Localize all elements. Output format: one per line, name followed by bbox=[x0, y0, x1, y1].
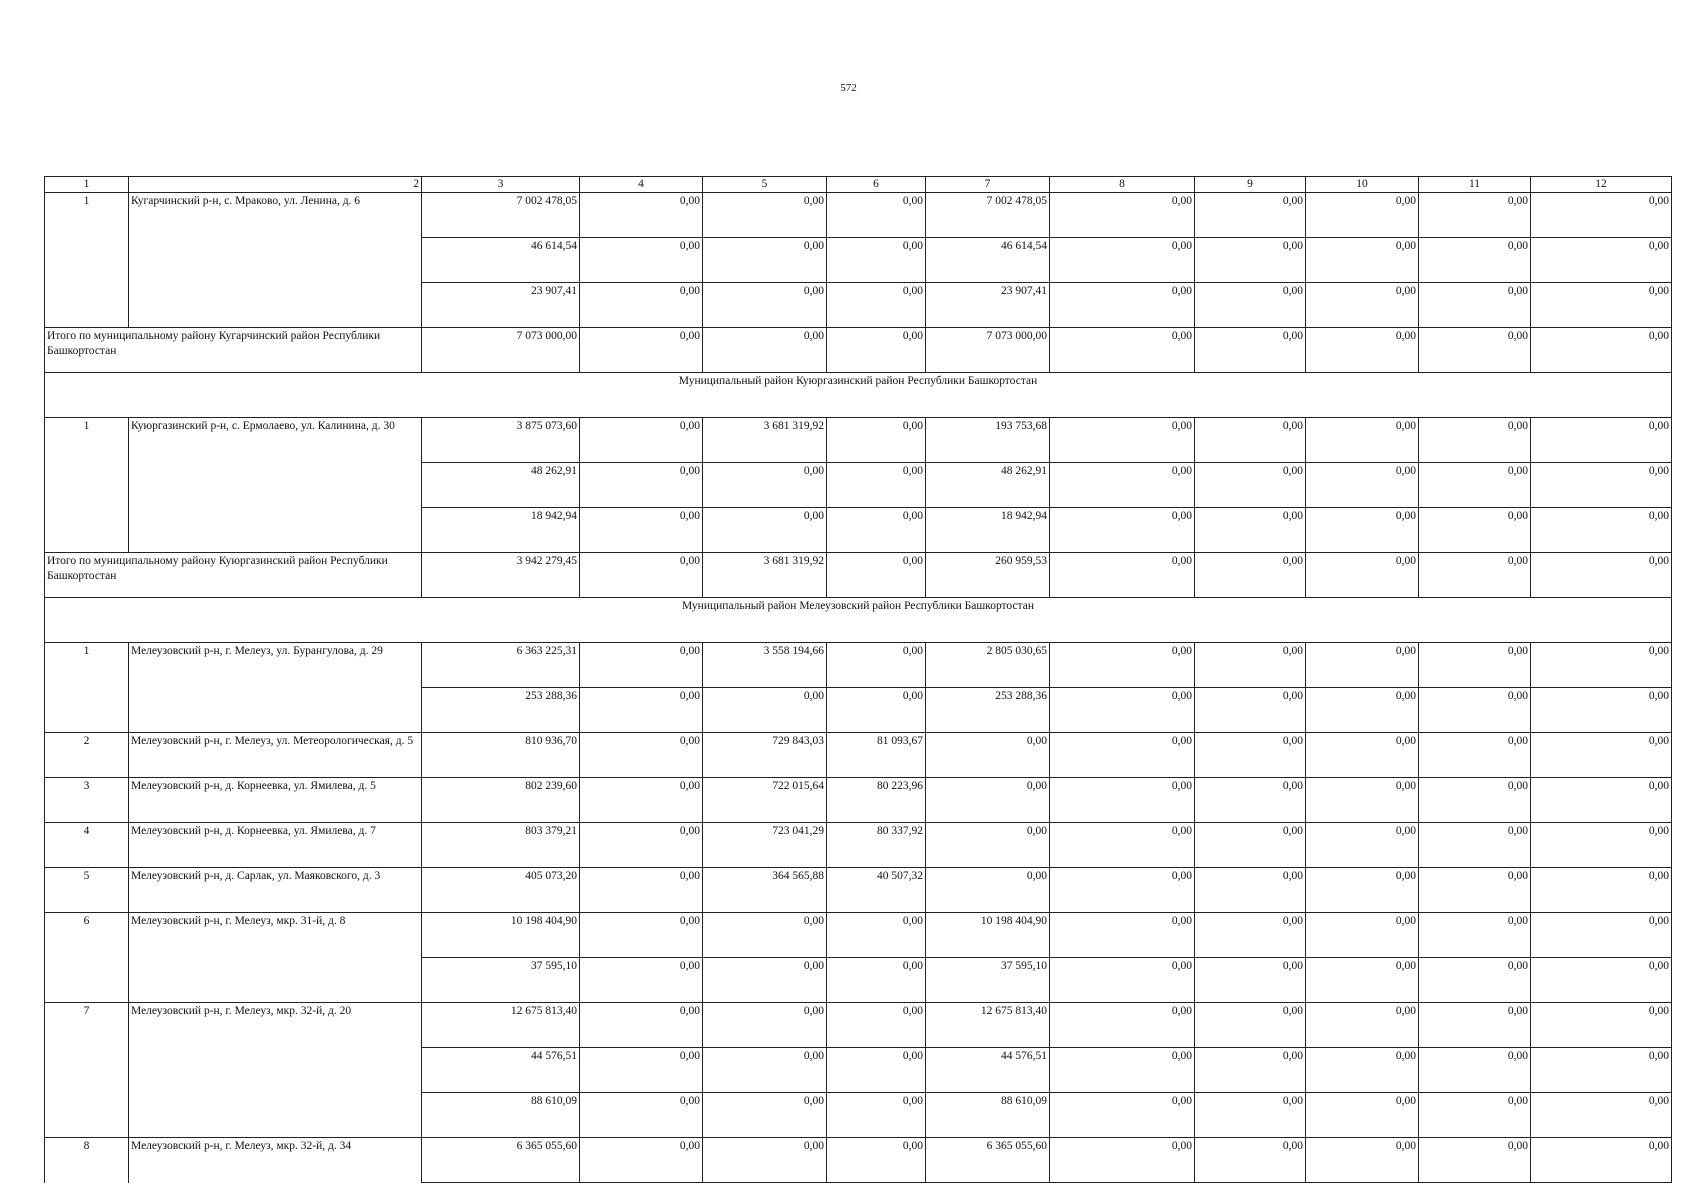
value-cell: 3 942 279,45 bbox=[422, 553, 580, 598]
value-cell: 0,00 bbox=[827, 283, 926, 328]
value-cell: 0,00 bbox=[926, 868, 1050, 913]
value-cell: 0,00 bbox=[1419, 193, 1531, 238]
value-cell: 6 365 055,60 bbox=[422, 1138, 580, 1183]
value-cell: 0,00 bbox=[1050, 1138, 1195, 1183]
value-cell: 7 002 478,05 bbox=[926, 193, 1050, 238]
value-cell: 0,00 bbox=[827, 328, 926, 373]
value-cell: 0,00 bbox=[1531, 238, 1672, 283]
value-cell: 0,00 bbox=[703, 1093, 827, 1138]
value-cell: 0,00 bbox=[1306, 418, 1419, 463]
value-cell: 723 041,29 bbox=[703, 823, 827, 868]
value-cell: 0,00 bbox=[580, 193, 703, 238]
value-cell: 810 936,70 bbox=[422, 733, 580, 778]
value-cell: 10 198 404,90 bbox=[422, 913, 580, 958]
value-cell: 0,00 bbox=[1531, 688, 1672, 733]
value-cell: 0,00 bbox=[827, 418, 926, 463]
object-address: Куюргазинский р-н, с. Ермолаево, ул. Калинина, д. 30 bbox=[129, 418, 422, 553]
value-cell: 88 610,09 bbox=[422, 1093, 580, 1138]
value-cell: 0,00 bbox=[1306, 733, 1419, 778]
value-cell: 0,00 bbox=[1419, 328, 1531, 373]
value-cell: 0,00 bbox=[827, 238, 926, 283]
value-cell: 193 753,68 bbox=[926, 418, 1050, 463]
value-cell: 0,00 bbox=[1050, 283, 1195, 328]
value-cell: 0,00 bbox=[1195, 778, 1306, 823]
table-row bbox=[45, 733, 1672, 778]
value-cell: 0,00 bbox=[1306, 823, 1419, 868]
value-cell: 0,00 bbox=[1050, 418, 1195, 463]
object-address: Мелеузовский р-н, д. Корнеевка, ул. Ямилева, д. 5 bbox=[129, 778, 422, 823]
value-cell: 0,00 bbox=[1306, 1003, 1419, 1048]
value-cell: 0,00 bbox=[1419, 688, 1531, 733]
value-cell: 0,00 bbox=[1531, 1093, 1672, 1138]
value-cell: 46 614,54 bbox=[926, 238, 1050, 283]
value-cell: 0,00 bbox=[703, 688, 827, 733]
value-cell: 0,00 bbox=[1419, 823, 1531, 868]
value-cell: 80 337,92 bbox=[827, 823, 926, 868]
value-cell: 0,00 bbox=[1195, 1138, 1306, 1183]
value-cell: 0,00 bbox=[827, 508, 926, 553]
value-cell: 0,00 bbox=[1050, 193, 1195, 238]
value-cell: 0,00 bbox=[1306, 643, 1419, 688]
value-cell: 0,00 bbox=[1531, 868, 1672, 913]
value-cell: 0,00 bbox=[1419, 1003, 1531, 1048]
total-label: Итого по муниципальному району Куюргазинский район Республики Башкортостан bbox=[45, 553, 422, 598]
value-cell: 0,00 bbox=[1195, 643, 1306, 688]
value-cell: 0,00 bbox=[827, 1003, 926, 1048]
value-cell: 0,00 bbox=[580, 913, 703, 958]
column-header: 5 bbox=[703, 177, 827, 193]
value-cell: 0,00 bbox=[1419, 643, 1531, 688]
value-cell: 0,00 bbox=[580, 238, 703, 283]
value-cell: 0,00 bbox=[1050, 643, 1195, 688]
value-cell: 80 223,96 bbox=[827, 778, 926, 823]
value-cell: 0,00 bbox=[1050, 463, 1195, 508]
value-cell: 0,00 bbox=[1195, 508, 1306, 553]
value-cell: 0,00 bbox=[1306, 283, 1419, 328]
value-cell: 0,00 bbox=[1306, 778, 1419, 823]
value-cell: 0,00 bbox=[1531, 958, 1672, 1003]
value-cell: 0,00 bbox=[1531, 1048, 1672, 1093]
value-cell: 2 805 030,65 bbox=[926, 643, 1050, 688]
value-cell: 0,00 bbox=[1306, 1093, 1419, 1138]
value-cell: 0,00 bbox=[1531, 643, 1672, 688]
value-cell: 0,00 bbox=[1050, 1093, 1195, 1138]
value-cell: 23 907,41 bbox=[422, 283, 580, 328]
value-cell: 0,00 bbox=[827, 913, 926, 958]
value-cell: 37 595,10 bbox=[422, 958, 580, 1003]
value-cell: 0,00 bbox=[1050, 778, 1195, 823]
value-cell: 0,00 bbox=[580, 418, 703, 463]
value-cell: 0,00 bbox=[1531, 508, 1672, 553]
column-header: 3 bbox=[422, 177, 580, 193]
value-cell: 0,00 bbox=[1419, 778, 1531, 823]
value-cell: 0,00 bbox=[1050, 553, 1195, 598]
value-cell: 0,00 bbox=[580, 508, 703, 553]
value-cell: 12 675 813,40 bbox=[926, 1003, 1050, 1048]
value-cell: 6 363 225,31 bbox=[422, 643, 580, 688]
object-address: Мелеузовский р-н, д. Сарлак, ул. Маяковского, д. 3 bbox=[129, 868, 422, 913]
value-cell: 0,00 bbox=[580, 328, 703, 373]
value-cell: 0,00 bbox=[1419, 733, 1531, 778]
column-header: 8 bbox=[1050, 177, 1195, 193]
object-address: Мелеузовский р-н, г. Мелеуз, мкр. 31-й, д. 8 bbox=[129, 913, 422, 1003]
value-cell: 0,00 bbox=[1050, 688, 1195, 733]
value-cell: 0,00 bbox=[580, 958, 703, 1003]
value-cell: 0,00 bbox=[580, 733, 703, 778]
column-header: 2 bbox=[129, 177, 422, 193]
value-cell: 0,00 bbox=[703, 1003, 827, 1048]
value-cell: 46 614,54 bbox=[422, 238, 580, 283]
value-cell: 0,00 bbox=[1531, 913, 1672, 958]
value-cell: 18 942,94 bbox=[926, 508, 1050, 553]
value-cell: 0,00 bbox=[926, 778, 1050, 823]
value-cell: 253 288,36 bbox=[926, 688, 1050, 733]
row-index: 7 bbox=[45, 1003, 129, 1138]
value-cell: 48 262,91 bbox=[926, 463, 1050, 508]
value-cell: 7 002 478,05 bbox=[422, 193, 580, 238]
total-row bbox=[45, 328, 1672, 373]
table-row bbox=[45, 823, 1672, 868]
value-cell: 405 073,20 bbox=[422, 868, 580, 913]
value-cell: 0,00 bbox=[1195, 958, 1306, 1003]
value-cell: 0,00 bbox=[1531, 778, 1672, 823]
value-cell: 0,00 bbox=[1531, 823, 1672, 868]
value-cell: 0,00 bbox=[1419, 283, 1531, 328]
value-cell: 12 675 813,40 bbox=[422, 1003, 580, 1048]
value-cell: 0,00 bbox=[1195, 1003, 1306, 1048]
value-cell: 0,00 bbox=[580, 283, 703, 328]
value-cell: 0,00 bbox=[1195, 823, 1306, 868]
value-cell: 0,00 bbox=[703, 328, 827, 373]
row-index: 1 bbox=[45, 193, 129, 328]
value-cell: 0,00 bbox=[1050, 868, 1195, 913]
district-title: Муниципальный район Куюргазинский район Республики Башкортостан bbox=[45, 373, 1672, 418]
value-cell: 0,00 bbox=[1195, 238, 1306, 283]
value-cell: 0,00 bbox=[1050, 238, 1195, 283]
value-cell: 0,00 bbox=[580, 688, 703, 733]
value-cell: 0,00 bbox=[1195, 418, 1306, 463]
value-cell: 0,00 bbox=[1306, 868, 1419, 913]
value-cell: 0,00 bbox=[1306, 553, 1419, 598]
value-cell: 0,00 bbox=[580, 868, 703, 913]
value-cell: 0,00 bbox=[1531, 1003, 1672, 1048]
value-cell: 81 093,67 bbox=[827, 733, 926, 778]
value-cell: 0,00 bbox=[1419, 1138, 1531, 1183]
value-cell: 3 558 194,66 bbox=[703, 643, 827, 688]
value-cell: 803 379,21 bbox=[422, 823, 580, 868]
table-row bbox=[45, 193, 1672, 238]
column-header: 1 bbox=[45, 177, 129, 193]
object-address: Мелеузовский р-н, г. Мелеуз, мкр. 32-й, д. 34 bbox=[129, 1138, 422, 1183]
value-cell: 44 576,51 bbox=[422, 1048, 580, 1093]
value-cell: 0,00 bbox=[1195, 733, 1306, 778]
value-cell: 0,00 bbox=[1195, 283, 1306, 328]
value-cell: 48 262,91 bbox=[422, 463, 580, 508]
row-index: 5 bbox=[45, 868, 129, 913]
value-cell: 260 959,53 bbox=[926, 553, 1050, 598]
column-header: 12 bbox=[1531, 177, 1672, 193]
value-cell: 0,00 bbox=[1195, 1093, 1306, 1138]
value-cell: 0,00 bbox=[1306, 238, 1419, 283]
table-row bbox=[45, 913, 1672, 958]
object-address: Кугарчинский р-н, с. Мраково, ул. Ленина, д. 6 bbox=[129, 193, 422, 328]
table-row bbox=[45, 1138, 1672, 1183]
value-cell: 37 595,10 bbox=[926, 958, 1050, 1003]
value-cell: 0,00 bbox=[1050, 1048, 1195, 1093]
value-cell: 7 073 000,00 bbox=[926, 328, 1050, 373]
value-cell: 0,00 bbox=[1419, 508, 1531, 553]
value-cell: 0,00 bbox=[1050, 958, 1195, 1003]
value-cell: 722 015,64 bbox=[703, 778, 827, 823]
value-cell: 0,00 bbox=[1195, 328, 1306, 373]
value-cell: 0,00 bbox=[703, 508, 827, 553]
total-label: Итого по муниципальному району Кугарчинский район Республики Башкортостан bbox=[45, 328, 422, 373]
row-index: 3 bbox=[45, 778, 129, 823]
value-cell: 0,00 bbox=[580, 1048, 703, 1093]
value-cell: 23 907,41 bbox=[926, 283, 1050, 328]
value-cell: 0,00 bbox=[1306, 508, 1419, 553]
value-cell: 0,00 bbox=[827, 1138, 926, 1183]
value-cell: 0,00 bbox=[580, 778, 703, 823]
value-cell: 7 073 000,00 bbox=[422, 328, 580, 373]
value-cell: 0,00 bbox=[703, 463, 827, 508]
value-cell: 0,00 bbox=[1306, 193, 1419, 238]
value-cell: 0,00 bbox=[827, 463, 926, 508]
value-cell: 3 681 319,92 bbox=[703, 418, 827, 463]
value-cell: 0,00 bbox=[1419, 1093, 1531, 1138]
value-cell: 88 610,09 bbox=[926, 1093, 1050, 1138]
value-cell: 0,00 bbox=[827, 553, 926, 598]
value-cell: 0,00 bbox=[1531, 328, 1672, 373]
row-index: 1 bbox=[45, 418, 129, 553]
value-cell: 0,00 bbox=[703, 1048, 827, 1093]
object-address: Мелеузовский р-н, г. Мелеуз, ул. Метеорологическая, д. 5 bbox=[129, 733, 422, 778]
column-header: 7 bbox=[926, 177, 1050, 193]
value-cell: 0,00 bbox=[1419, 1048, 1531, 1093]
value-cell: 0,00 bbox=[1195, 868, 1306, 913]
district-header-row bbox=[45, 598, 1672, 643]
funding-table bbox=[44, 176, 1672, 1183]
value-cell: 3 681 319,92 bbox=[703, 553, 827, 598]
row-index: 4 bbox=[45, 823, 129, 868]
row-index: 2 bbox=[45, 733, 129, 778]
value-cell: 0,00 bbox=[1306, 958, 1419, 1003]
value-cell: 0,00 bbox=[1050, 508, 1195, 553]
value-cell: 802 239,60 bbox=[422, 778, 580, 823]
district-title: Муниципальный район Мелеузовский район Республики Башкортостан bbox=[45, 598, 1672, 643]
value-cell: 0,00 bbox=[827, 193, 926, 238]
value-cell: 0,00 bbox=[1419, 463, 1531, 508]
value-cell: 253 288,36 bbox=[422, 688, 580, 733]
value-cell: 0,00 bbox=[827, 688, 926, 733]
table-row bbox=[45, 868, 1672, 913]
value-cell: 0,00 bbox=[703, 1138, 827, 1183]
value-cell: 0,00 bbox=[1531, 1138, 1672, 1183]
column-header: 6 bbox=[827, 177, 926, 193]
value-cell: 18 942,94 bbox=[422, 508, 580, 553]
value-cell: 0,00 bbox=[703, 193, 827, 238]
value-cell: 0,00 bbox=[1531, 553, 1672, 598]
column-header: 10 bbox=[1306, 177, 1419, 193]
value-cell: 0,00 bbox=[1531, 733, 1672, 778]
value-cell: 0,00 bbox=[1419, 913, 1531, 958]
object-address: Мелеузовский р-н, г. Мелеуз, мкр. 32-й, д. 20 bbox=[129, 1003, 422, 1138]
value-cell: 0,00 bbox=[580, 1093, 703, 1138]
value-cell: 10 198 404,90 bbox=[926, 913, 1050, 958]
total-row bbox=[45, 553, 1672, 598]
value-cell: 0,00 bbox=[1306, 328, 1419, 373]
row-index: 1 bbox=[45, 643, 129, 733]
value-cell: 0,00 bbox=[926, 733, 1050, 778]
page-number: 572 bbox=[840, 82, 857, 94]
value-cell: 0,00 bbox=[703, 238, 827, 283]
value-cell: 40 507,32 bbox=[827, 868, 926, 913]
value-cell: 0,00 bbox=[1531, 463, 1672, 508]
object-address: Мелеузовский р-н, г. Мелеуз, ул. Бурангулова, д. 29 bbox=[129, 643, 422, 733]
value-cell: 0,00 bbox=[1050, 328, 1195, 373]
value-cell: 0,00 bbox=[1306, 688, 1419, 733]
value-cell: 0,00 bbox=[580, 553, 703, 598]
value-cell: 0,00 bbox=[1419, 238, 1531, 283]
value-cell: 0,00 bbox=[703, 913, 827, 958]
value-cell: 0,00 bbox=[1195, 553, 1306, 598]
column-header: 11 bbox=[1419, 177, 1531, 193]
value-cell: 0,00 bbox=[1050, 823, 1195, 868]
value-cell: 0,00 bbox=[1419, 418, 1531, 463]
value-cell: 0,00 bbox=[1306, 913, 1419, 958]
value-cell: 0,00 bbox=[827, 1093, 926, 1138]
value-cell: 0,00 bbox=[1306, 1138, 1419, 1183]
object-address: Мелеузовский р-н, д. Корнеевка, ул. Ямилева, д. 7 bbox=[129, 823, 422, 868]
value-cell: 0,00 bbox=[1531, 283, 1672, 328]
value-cell: 0,00 bbox=[827, 643, 926, 688]
row-index: 8 bbox=[45, 1138, 129, 1183]
value-cell: 0,00 bbox=[1195, 463, 1306, 508]
value-cell: 0,00 bbox=[1195, 193, 1306, 238]
value-cell: 0,00 bbox=[926, 823, 1050, 868]
value-cell: 0,00 bbox=[1531, 418, 1672, 463]
value-cell: 0,00 bbox=[580, 1138, 703, 1183]
table-row bbox=[45, 643, 1672, 688]
value-cell: 0,00 bbox=[580, 823, 703, 868]
column-header: 4 bbox=[580, 177, 703, 193]
value-cell: 0,00 bbox=[1195, 913, 1306, 958]
value-cell: 0,00 bbox=[703, 283, 827, 328]
value-cell: 0,00 bbox=[703, 958, 827, 1003]
value-cell: 3 875 073,60 bbox=[422, 418, 580, 463]
value-cell: 0,00 bbox=[1531, 193, 1672, 238]
district-header-row bbox=[45, 373, 1672, 418]
header-row bbox=[45, 177, 1672, 193]
value-cell: 0,00 bbox=[1306, 463, 1419, 508]
value-cell: 0,00 bbox=[580, 463, 703, 508]
value-cell: 364 565,88 bbox=[703, 868, 827, 913]
value-cell: 0,00 bbox=[1050, 733, 1195, 778]
value-cell: 0,00 bbox=[1050, 1003, 1195, 1048]
value-cell: 0,00 bbox=[580, 643, 703, 688]
row-index: 6 bbox=[45, 913, 129, 1003]
value-cell: 0,00 bbox=[1419, 868, 1531, 913]
value-cell: 0,00 bbox=[1419, 958, 1531, 1003]
value-cell: 0,00 bbox=[580, 1003, 703, 1048]
value-cell: 729 843,03 bbox=[703, 733, 827, 778]
value-cell: 44 576,51 bbox=[926, 1048, 1050, 1093]
value-cell: 6 365 055,60 bbox=[926, 1138, 1050, 1183]
value-cell: 0,00 bbox=[1195, 688, 1306, 733]
value-cell: 0,00 bbox=[1419, 553, 1531, 598]
value-cell: 0,00 bbox=[827, 1048, 926, 1093]
table-row bbox=[45, 778, 1672, 823]
value-cell: 0,00 bbox=[1195, 1048, 1306, 1093]
table-body bbox=[45, 177, 1672, 1183]
column-header: 9 bbox=[1195, 177, 1306, 193]
value-cell: 0,00 bbox=[1050, 913, 1195, 958]
value-cell: 0,00 bbox=[827, 958, 926, 1003]
table-row bbox=[45, 418, 1672, 463]
value-cell: 0,00 bbox=[1306, 1048, 1419, 1093]
table-row bbox=[45, 1003, 1672, 1048]
